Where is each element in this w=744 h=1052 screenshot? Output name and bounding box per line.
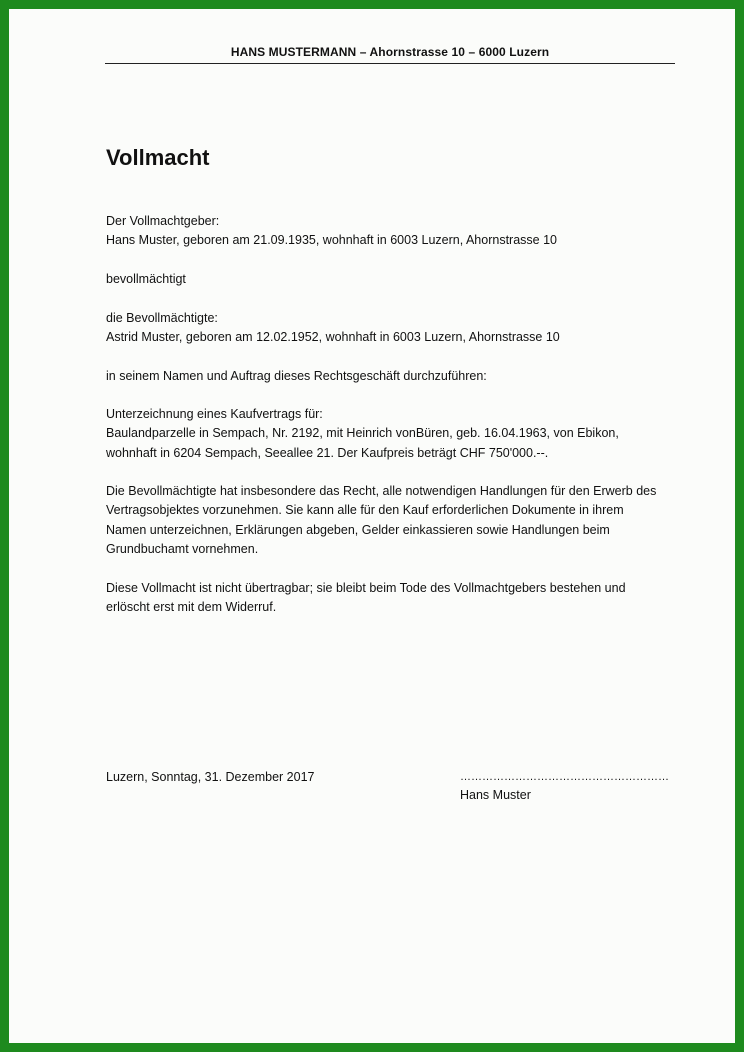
place-date: Luzern, Sonntag, 31. Dezember 2017 (106, 770, 315, 784)
text-line: Diese Vollmacht ist nicht übertragbar; sie bleibt beim Tode des Vollmachtgebers bestehen und (106, 581, 626, 595)
paragraph-purchase (106, 405, 676, 463)
text-line: bevollmächtigt (106, 272, 186, 286)
paragraph-authorizes (106, 270, 676, 289)
signature-line: ………………………………………………… (460, 771, 669, 783)
paragraph-mandate (106, 367, 676, 386)
document-title: Vollmacht (106, 145, 210, 170)
signatory-name: Hans Muster (460, 788, 531, 802)
text-line: die Bevollmächtigte: (106, 311, 218, 325)
text-line: Astrid Muster, geboren am 12.02.1952, wohnhaft in 6003 Luzern, Ahornstrasse 10 (106, 330, 560, 345)
text-line: Namen unterzeichnen, Erklärungen abgeben, Gelder einkassieren sowie Handlungen beim (106, 522, 610, 537)
signature-block (460, 768, 669, 804)
paragraph-grantor (106, 212, 676, 251)
text-line: Baulandparzelle in Sempach, Nr. 2192, mit Heinrich vonBüren, geb. 16.04.1963, von Ebikon, (106, 426, 619, 441)
text-line: Hans Muster, geboren am 21.09.1935, wohnhaft in 6003 Luzern, Ahornstrasse 10 (106, 233, 557, 248)
paragraph-agent (106, 309, 676, 348)
text-line: wohnhaft in 6204 Sempach, Seeallee 21. Der Kaufpreis beträgt CHF 750'000.--. (106, 445, 549, 460)
paragraph-rights (106, 482, 676, 559)
text-line: Der Vollmachtgeber: (106, 214, 220, 228)
text-line: Grundbuchamt vornehmen. (106, 541, 259, 556)
letterhead: HANS MUSTERMANN – Ahornstrasse 10 – 6000 Luzern (105, 45, 675, 64)
text-line: erlöscht erst mit dem Widerruf. (106, 600, 277, 615)
paragraph-validity (106, 579, 676, 618)
text-line: Die Bevollmächtigte hat insbesondere das Recht, alle notwendigen Handlungen für den Erwerb des (106, 484, 657, 498)
document-page (9, 9, 735, 1043)
text-line: in seinem Namen und Auftrag dieses Rechtsgeschäft durchzuführen: (106, 369, 487, 383)
text-line: Vertragsobjektes vorzunehmen. Sie kann alle für den Kauf erforderlichen Dokumente in ihrem (106, 503, 624, 518)
text-line: Unterzeichnung eines Kaufvertrags für: (106, 407, 323, 421)
